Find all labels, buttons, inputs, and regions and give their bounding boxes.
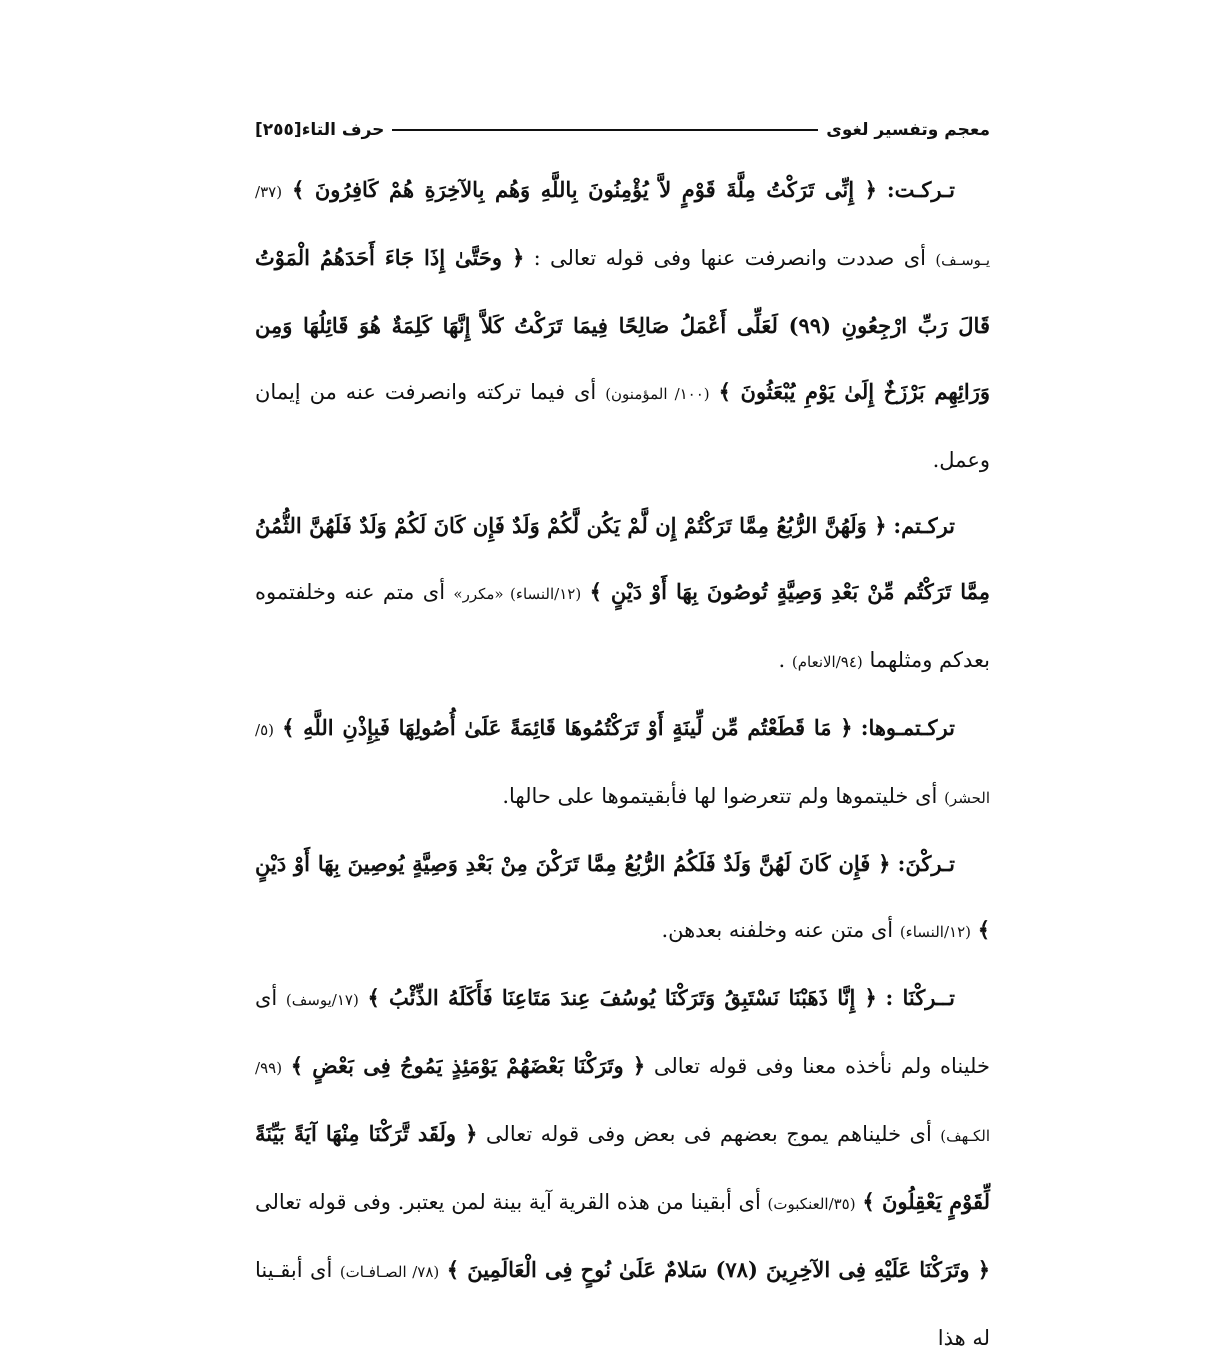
gloss: . — [778, 648, 786, 672]
verse-reference: (١٢/النساء) — [899, 923, 971, 941]
quran-quote: ﴿ مَا قَطَعْتُم مِّن لِّينَةٍ أَوْ تَرَكْتُمُوهَا قَائِمَةً عَلَىٰ أُصُولِهَا فَبِإِذْنِ اللَّهِ ﴾ — [282, 715, 853, 740]
entries-body — [255, 157, 990, 1371]
entry-taraktum — [255, 493, 990, 695]
gloss: أى أبقينا من هذه القرية آية بينة لمن يعتبر. وفى قوله تعالى — [255, 1190, 761, 1214]
book-title: معجم وتفسير لغوى — [826, 120, 990, 140]
gloss: أى أبقـينا له هذا — [255, 1258, 990, 1350]
section-title: حرف التاء — [301, 120, 385, 140]
gloss: أى خليتموها ولم تتعرضوا لها فأبقيتموها على حالها. — [502, 784, 938, 808]
quran-quote: ﴿ وتَرَكْنَا بَعْضَهُمْ يَوْمَئِذٍ يَمُوجُ فِى بَعْضٍ ﴾ — [290, 1053, 646, 1078]
page-number: [٢٥٥] — [255, 120, 302, 140]
quran-quote: ﴿ وَلَهُنَّ الرُّبُعُ مِمَّا تَرَكْتُمْ إِن لَّمْ يَكُن لَّكُمْ وَلَدٌ فَإِن كَانَ لَكُمْ وَلَدٌ فَلَهُنَّ الثُّمُنُ مِمَّا تَرَكْتُم مِّنْ بَعْدِ وَصِيَّةٍ تُوصُونَ بِهَا أَوْ دَيْنٍ ﴾ — [255, 513, 990, 604]
verse-reference: (٣٥/العنكبوت) — [767, 1195, 856, 1213]
entry-taraktumuha — [255, 695, 990, 831]
headword: تـركـت: — [886, 177, 955, 202]
verse-reference: (١٢/النساء) «مكرر» — [453, 585, 582, 603]
verse-reference: (١٠٠/ المؤمنون) — [605, 385, 710, 403]
headword: تركـتمـوها: — [860, 715, 955, 740]
headword: تـركْنَ: — [897, 851, 955, 876]
gloss: أى فيما تركته وانصرفت عنه من إيمان وعمل. — [255, 380, 990, 472]
quran-quote: ﴿ إِنِّى تَرَكْتُ مِلَّةَ قَوْمٍ لاَّ يُؤْمِنُونَ بِاللَّهِ وَهُم بِالآخِرَةِ هُمْ كَافِرُونَ ﴾ — [291, 177, 877, 202]
gloss: أى صددت وانصرفت عنها وفى قوله تعالى : — [524, 246, 926, 270]
headword: تركـتم: — [893, 513, 956, 538]
verse-reference: (٣٧/يـوسـف) — [255, 183, 990, 269]
quran-quote: ﴿ فَإِن كَانَ لَهُنَّ وَلَدٌ فَلَكُمُ الرُّبُعُ مِمَّا تَرَكْنَ مِنْ بَعْدِ وَصِيَّةٍ يُوصِينَ بِهَا أَوْ دَيْنٍ ﴾ — [255, 851, 990, 942]
verse-reference: (٥/الحشر) — [255, 721, 990, 807]
quran-quote: ﴿ ولَقَد تَّرَكْنَا مِنْهَا آيَةً بَيِّنَةً لِّقَوْمٍ يَعْقِلُونَ ﴾ — [255, 1121, 990, 1214]
headword: تــركْنَا : — [885, 985, 955, 1010]
entry-taraktu — [255, 157, 990, 493]
verse-reference: (١٧/يوسف) — [285, 991, 359, 1009]
entry-tarakna — [255, 965, 990, 1371]
dictionary-page — [255, 105, 991, 1350]
verse-reference: (٧٨/ الصـافـات) — [339, 1263, 440, 1281]
quran-quote: ﴿ إِنَّا ذَهَبْنَا نَسْتَبِقُ وَتَرَكْنَا يُوسُفَ عِندَ مَتَاعِنَا فَأَكَلَهُ الذِّئْبُ ﴾ — [367, 985, 877, 1010]
verse-reference: (٩٤/الانعام) — [791, 653, 863, 671]
quran-quote: ﴿ وتَرَكْنَا عَلَيْهِ فِى الآخِرِينَ (٧٨) سَلامٌ عَلَىٰ نُوحٍ فِى الْعَالَمِينَ ﴾ — [446, 1257, 991, 1282]
quran-quote: ﴿ وحَتَّىٰ إِذَا جَاءَ أَحَدَهُمُ الْمَوْتُ قَالَ رَبِّ ارْجِعُونِ (٩٩) لَعَلِّى أَعْمَلُ صَالِحًا فِيمَا تَرَكْتُ كَلاَّ إِنَّهَا كَلِمَةٌ هُوَ قَائِلُهَا وَمِن وَرَائِهِم بَرْزَخٌ إِلَىٰ يَوْمِ يُبْعَثُونَ ﴾ — [255, 245, 990, 404]
verse-reference: (٩٩/الكـهف) — [255, 1059, 990, 1145]
header-rule — [392, 129, 818, 131]
gloss: أى متن عنه وخلفنه بعدهن. — [661, 918, 894, 942]
entry-tarakna-fem — [255, 831, 990, 965]
running-head — [255, 113, 990, 147]
gloss: أى متم عنه وخلفتموه بعدكم ومثلهما — [255, 580, 990, 672]
gloss: أى خليناهم يموج بعضهم فى بعض وفى قوله تعالى — [477, 1122, 932, 1146]
gloss: أى خليناه ولم نأخذه معنا وفى قوله تعالى — [255, 986, 990, 1078]
